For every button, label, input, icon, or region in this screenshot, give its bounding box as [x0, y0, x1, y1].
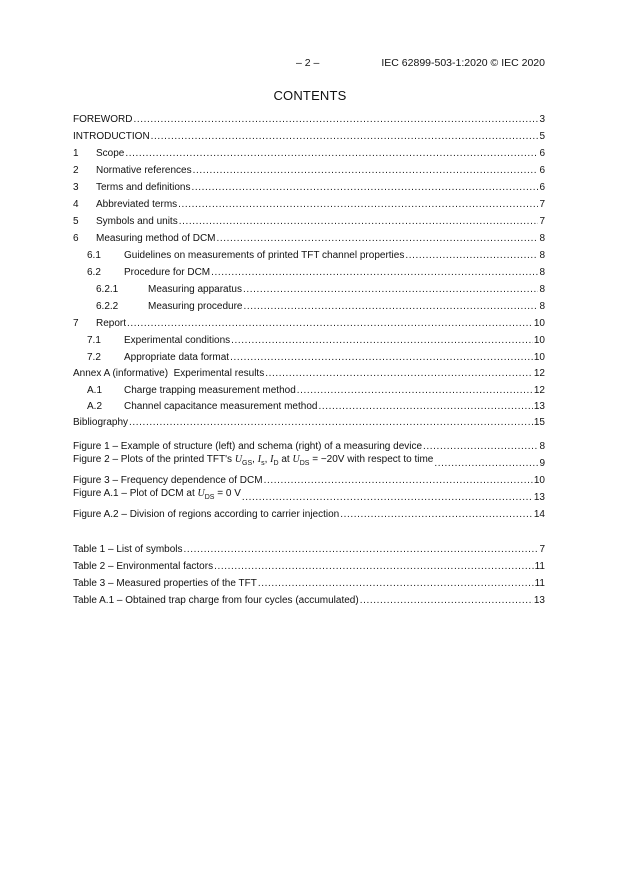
figure-page: 13	[533, 492, 545, 503]
toc-entry[interactable]	[73, 198, 545, 211]
toc-page: 5	[539, 131, 545, 142]
toc-entry[interactable]	[73, 384, 545, 397]
page-title: CONTENTS	[273, 88, 347, 103]
toc-title: Measuring method of DCM	[96, 233, 216, 244]
figure-page: 8	[539, 441, 545, 452]
toc-title: Charge trapping measurement method	[124, 385, 296, 396]
toc-title: Channel capacitance measurement method	[124, 401, 318, 412]
dot-leader	[243, 284, 538, 296]
table-title: Table 3 – Measured properties of the TFT	[73, 578, 257, 589]
toc-page: 8	[539, 233, 545, 244]
toc-title: Measuring apparatus	[148, 284, 242, 295]
dot-leader	[214, 561, 534, 573]
figure-page: 9	[539, 458, 545, 469]
toc-entry[interactable]	[73, 181, 545, 194]
dot-leader	[264, 475, 533, 487]
toc-page: 6	[539, 182, 545, 193]
table-page: 7	[539, 544, 545, 555]
toc-title: Symbols and units	[96, 216, 178, 227]
dot-leader	[242, 492, 533, 504]
toc-page: 6	[539, 165, 545, 176]
dot-leader	[192, 182, 539, 194]
dot-leader	[217, 233, 539, 245]
toc-entry[interactable]	[73, 215, 545, 228]
toc-page: 15	[533, 417, 545, 428]
toc-entry[interactable]	[73, 164, 545, 177]
toc-title: Annex A (informative) Experimental results	[73, 368, 265, 379]
toc-page: 8	[539, 250, 545, 261]
toc-page: 7	[539, 199, 545, 210]
toc-page: 8	[539, 267, 545, 278]
toc-entry[interactable]	[73, 367, 545, 380]
dot-leader	[297, 385, 533, 397]
dot-leader	[265, 368, 533, 380]
toc-entry[interactable]	[73, 113, 545, 126]
figure-title: Figure A.1 – Plot of DCM at $U_{DS} = 0$ V	[73, 488, 241, 501]
toc-number: 7	[73, 318, 79, 329]
toc-number: 6.2.1	[96, 284, 119, 295]
toc-number: 2	[73, 165, 79, 176]
dot-leader	[230, 352, 533, 364]
dot-leader	[211, 267, 538, 279]
toc-number: 6	[73, 233, 79, 244]
toc-entry[interactable]	[73, 249, 545, 262]
toc-number: 1	[73, 148, 79, 159]
figure-entry[interactable]	[73, 474, 545, 487]
toc-entry[interactable]	[73, 351, 545, 364]
toc-page: 10	[533, 318, 545, 329]
toc-entry[interactable]	[73, 317, 545, 330]
page-number: – 2 –	[296, 57, 320, 69]
dot-leader	[423, 441, 538, 453]
toc-title: Procedure for DCM	[124, 267, 211, 278]
dot-leader	[151, 131, 539, 143]
dot-leader	[129, 417, 533, 429]
toc-entry[interactable]	[73, 300, 545, 313]
toc-entry[interactable]	[73, 232, 545, 245]
toc-title: Appropriate data format	[124, 352, 230, 363]
toc-number: 7.2	[87, 352, 101, 363]
toc-title: Experimental conditions	[124, 335, 231, 346]
dot-leader	[125, 148, 538, 160]
table-entry[interactable]	[73, 577, 545, 590]
table-page: 11	[534, 561, 545, 572]
toc-entry[interactable]	[73, 416, 545, 429]
figure-entry[interactable]	[73, 488, 545, 504]
toc-title: Normative references	[96, 165, 192, 176]
figure-title: Figure A.2 – Division of regions according to carrier injection	[73, 509, 340, 520]
table-title: Table 1 – List of symbols	[73, 544, 183, 555]
toc-page: 12	[533, 385, 545, 396]
toc-entry[interactable]	[73, 130, 545, 143]
toc-page: 8	[539, 301, 545, 312]
toc-number: 4	[73, 199, 79, 210]
dot-leader	[244, 301, 539, 313]
figure-entry[interactable]	[73, 454, 545, 470]
dot-leader	[184, 544, 539, 556]
toc-page: 10	[533, 335, 545, 346]
toc-number: A.1	[87, 385, 103, 396]
toc-title: Scope	[96, 148, 125, 159]
table-entry[interactable]	[73, 543, 545, 556]
toc-title: INTRODUCTION	[73, 131, 150, 142]
table-title: Table A.1 – Obtained trap charge from four cycles (accumulated)	[73, 595, 359, 606]
toc-number: A.2	[87, 401, 103, 412]
toc-page: 6	[539, 148, 545, 159]
toc-page: 12	[533, 368, 545, 379]
toc-entry[interactable]	[73, 400, 545, 413]
toc-entry[interactable]	[73, 147, 545, 160]
dot-leader	[231, 335, 533, 347]
table-title: Table 2 – Environmental factors	[73, 561, 214, 572]
dot-leader	[405, 250, 538, 262]
dot-leader	[133, 114, 538, 126]
figure-entry[interactable]	[73, 508, 545, 521]
toc-number: 5	[73, 216, 79, 227]
figure-page: 10	[533, 475, 545, 486]
dot-leader	[318, 401, 532, 413]
dot-leader	[258, 578, 534, 590]
toc-title: Abbreviated terms	[96, 199, 178, 210]
table-entry[interactable]	[73, 560, 545, 573]
table-page: 11	[534, 578, 545, 589]
toc-entry[interactable]	[73, 266, 545, 279]
toc-page: 3	[539, 114, 545, 125]
toc-title: Measuring procedure	[148, 301, 243, 312]
toc-number: 6.1	[87, 250, 101, 261]
dot-leader	[179, 216, 539, 228]
toc-title: Terms and definitions	[96, 182, 191, 193]
figure-title: Figure 1 – Example of structure (left) and schema (right) of a measuring device	[73, 441, 423, 452]
dot-leader	[340, 509, 533, 521]
toc-title: Report	[96, 318, 127, 329]
toc-number: 7.1	[87, 335, 101, 346]
toc-entry[interactable]	[73, 334, 545, 347]
figure-title: Figure 3 – Frequency dependence of DCM	[73, 475, 263, 486]
figure-entry[interactable]	[73, 440, 545, 453]
dot-leader	[127, 318, 533, 330]
table-entry[interactable]	[73, 594, 545, 607]
toc-page: 8	[539, 284, 545, 295]
toc-title: FOREWORD	[73, 114, 133, 125]
toc-number: 6.2	[87, 267, 101, 278]
dot-leader	[193, 165, 539, 177]
toc-number: 3	[73, 182, 79, 193]
toc-page: 10	[533, 352, 545, 363]
dot-leader	[434, 458, 538, 470]
toc-title: Bibliography	[73, 417, 129, 428]
figure-title: Figure 2 – Plots of the printed TFT's $U_{GS}$, $I_s$, $I_D$ at $U_{DS} = -20V$ with respect to time	[73, 454, 434, 467]
toc-entry[interactable]	[73, 283, 545, 296]
table-page: 13	[533, 595, 545, 606]
toc-page: 13	[533, 401, 545, 412]
toc-page: 7	[539, 216, 545, 227]
figure-page: 14	[533, 509, 545, 520]
dot-leader	[178, 199, 538, 211]
standard-reference: IEC 62899-503-1:2020 © IEC 2020	[381, 57, 545, 69]
dot-leader	[360, 595, 533, 607]
toc-title: Guidelines on measurements of printed TFT channel properties	[124, 250, 405, 261]
page-header	[0, 57, 620, 73]
toc-number: 6.2.2	[96, 301, 119, 312]
